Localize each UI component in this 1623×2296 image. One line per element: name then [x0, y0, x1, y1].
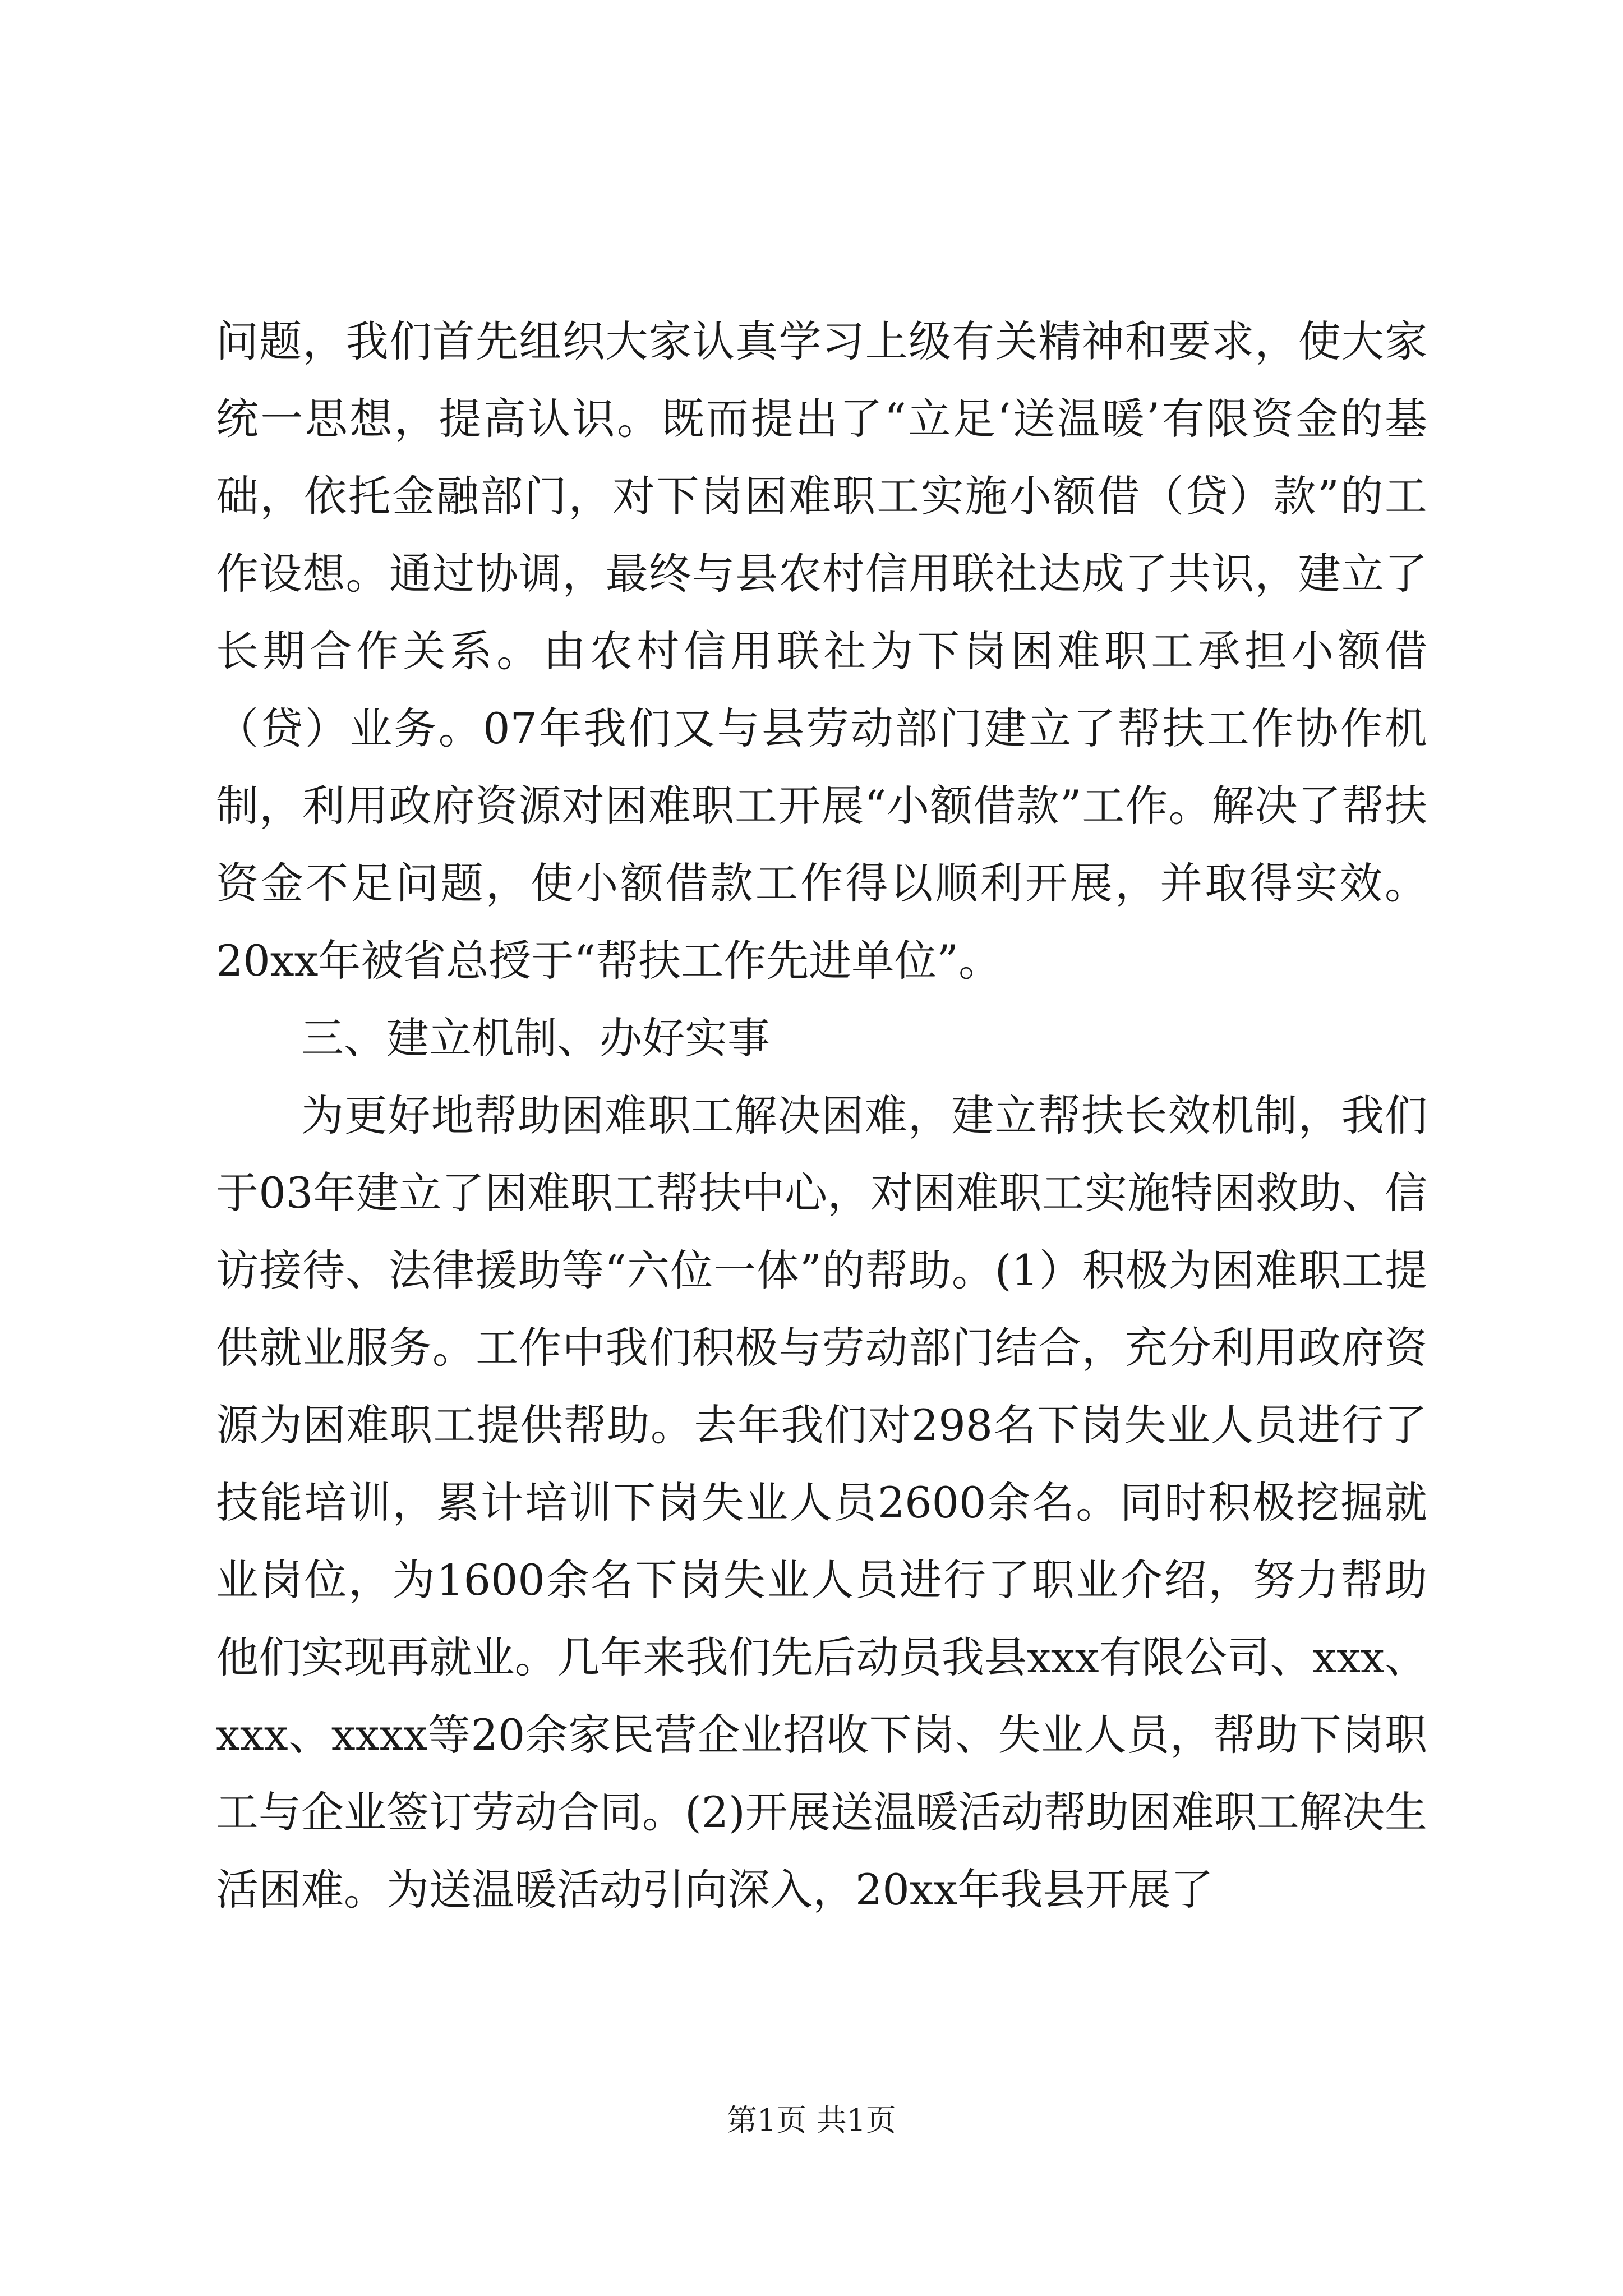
section-heading: 三、建立机制、办好实事 — [301, 1013, 770, 1063]
page-footer: 第1页 共1页 — [727, 2102, 896, 2138]
document-body — [216, 303, 1427, 1929]
paragraph-body: 为更好地帮助困难职工解决困难，建立帮扶长效机制，我们于03年建立了困难职工帮扶中心，对困难职工实施特困救助、信访接待、法律援助等“六位一体”的帮助。(1）积极为困难职工提供就业服务。工作中我们积极与劳动部门结合，充分利用政府资源为困难职工提供帮助。去年我们对298名下岗失业人员进行了技能培训，累计培训下岗失业人员2600余名。同时积极挖掘就业岗位，为1600余名下岗失业人员进行了职业介绍，努力帮助他们实现再就业。几年来我们先后动员我县xxx有限公司、xxx、xxx、xxxx等20余家民营企业招收下岗、失业人员，帮助下岗职工与企业签订劳动合同。(2)开展送温暖活动帮助困难职工解决生活困难。为送温暖活动引向深入，20xx年我县开展了 — [216, 1091, 1427, 1915]
paragraph-continuation: 问题，我们首先组织大家认真学习上级有关精神和要求，使大家统一思想，提高认识。既而提出了“立足‘送温暖’有限资金的基础，依托金融部门，对下岗困难职工实施小额借（贷）款”的工作设想。通过协调，最终与县农村信用联社达成了共识，建立了长期合作关系。由农村信用联社为下岗困难职工承担小额借（贷）业务。07年我们又与县劳动部门建立了帮扶工作协作机制，利用政府资源对困难职工开展“小额借款”工作。解决了帮扶资金不足问题，使小额借款工作得以顺利开展，并取得实效。20xx年被省总授于“帮扶工作先进单位”。 — [216, 316, 1427, 986]
